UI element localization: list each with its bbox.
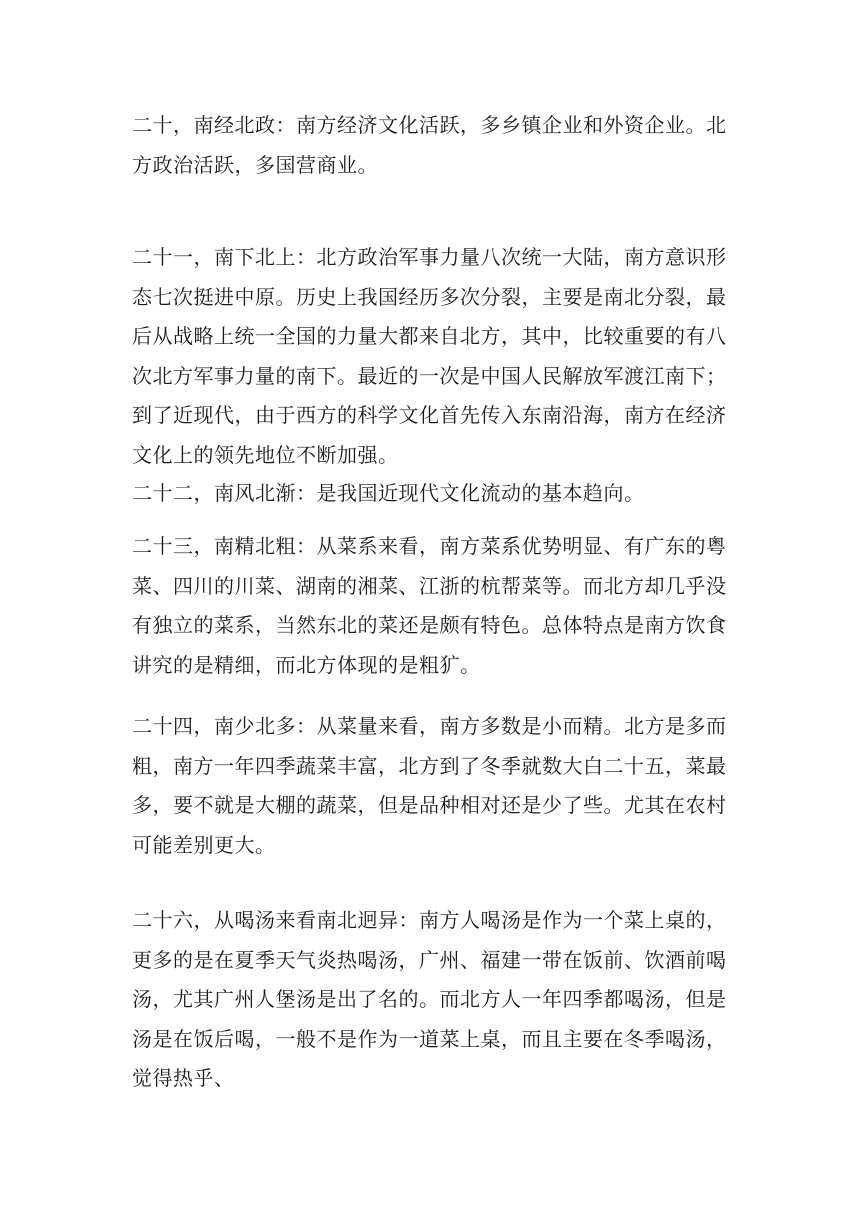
paragraph-22: 二十二，南风北渐：是我国近现代文化流动的基本趋向。 xyxy=(132,481,645,505)
paragraph-23: 二十三，南精北粗：从菜系来看，南方菜系优势明显、有广东的粤菜、四川的川菜、湖南的湘菜、江浙的杭帮菜等。而北方却几乎没有独立的菜系，当然东北的菜还是颇有特色。总体特点是南方饮食讲究的是精细，而北方体现的是粗犷。 xyxy=(132,534,727,677)
paragraph-20: 二十，南经北政：南方经济文化活跃，多乡镇企业和外资企业。北方政治活跃，多国营商业。 xyxy=(132,113,727,177)
paragraph-21: 二十一，南下北上：北方政治军事力量八次统一大陆，南方意识形态七次挺进中原。历史上我国经历多次分裂，主要是南北分裂，最后从战略上统一全国的力量大都来自北方，其中，比较重要的有八次北方军事力量的南下。最近的一次是中国人民解放军渡江南下；到了近现代，由于西方的科学文化首先传入东南沿海，南方在经济文化上的领先地位不断加强。 xyxy=(132,245,727,467)
paragraph-26: 二十六，从喝汤来看南北迥异：南方人喝汤是作为一个菜上桌的，更多的是在夏季天气炎热喝汤，广州、福建一带在饭前、饮酒前喝汤，尤其广州人堡汤是出了名的。而北方人一年四季都喝汤，但是汤是在饭后喝，一般不是作为一道菜上桌，而且主要在冬季喝汤，觉得热乎、 xyxy=(132,908,727,1091)
paragraph-24: 二十四，南少北多：从菜量来看，南方多数是小而精。北方是多而粗，南方一年四季蔬菜丰富，北方到了冬季就数大白二十五，菜最多，要不就是大棚的蔬菜，但是品种相对还是少了些。尤其在农村可能差别更大。 xyxy=(132,714,727,857)
